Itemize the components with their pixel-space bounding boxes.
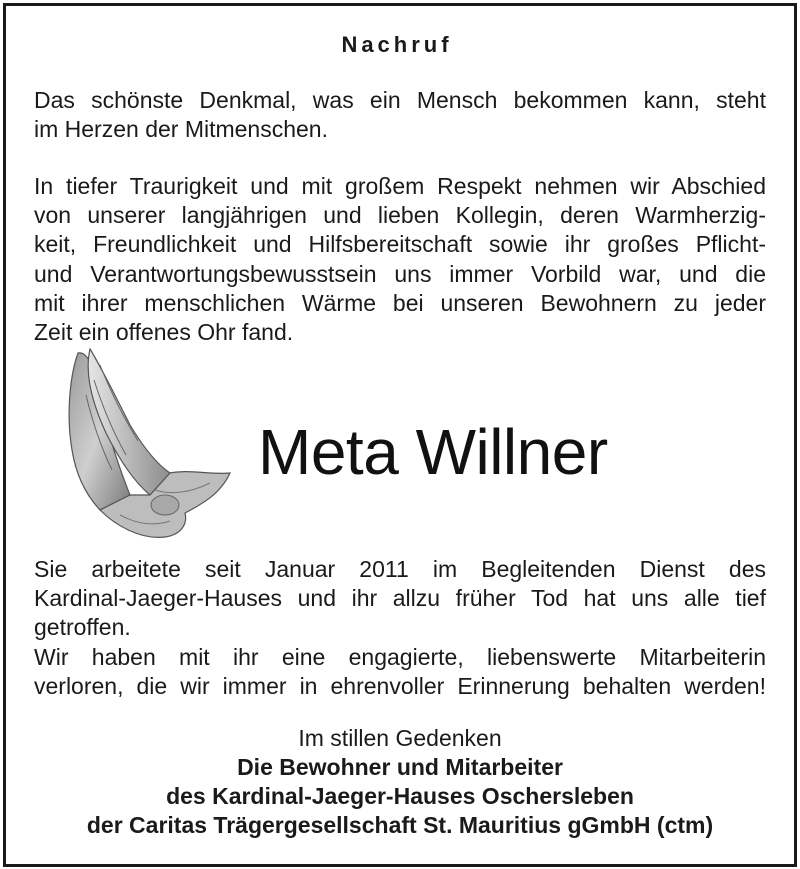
notice-heading: Nachruf [341,32,453,57]
tribute-paragraph [34,172,766,347]
intro-line: im Herzen der Mitmenschen. [34,116,328,143]
intro-paragraph [34,86,766,144]
closing-line: Wir haben mit ihr eine engagierte, liebenswerte Mitarbeiterin [34,643,766,670]
closing-line: getroffen. [34,614,131,641]
signature-house: des Kardinal-Jaeger-Hauses Oschersleben [166,783,634,809]
closing-line: verloren, die wir immer in ehrenvoller Erinnerung behalten werden! [34,672,766,699]
signature-greeting: Im stillen Gedenken [298,725,502,751]
tribute-line: keit, Freundlichkeit und Hilfsbereitschaft sowie ihr großes Pflicht- [34,231,766,258]
closing-paragraph [34,555,766,701]
closing-line: Kardinal-Jaeger-Hauses und ihr allzu früher Tod hat uns alle tief [34,585,766,612]
tribute-line: mit ihrer menschlichen Wärme bei unseren Bewohnern zu jeder [34,289,766,316]
intro-line: Das schönste Denkmal, was ein Mensch bekommen kann, steht [34,87,766,113]
signature-organization: der Caritas Trägergesellschaft St. Mauritius gGmbH (ctm) [86,812,714,838]
closing-line: Sie arbeitete seit Januar 2011 im Begleitenden Dienst des [34,556,766,582]
tribute-line: von unserer langjährigen und lieben Kollegin, deren Warmherzig- [34,202,766,229]
praying-hands-icon [60,345,235,545]
signature-group: Die Bewohner und Mitarbeiter [237,754,563,780]
tribute-line: Zeit ein offenes Ohr fand. [34,319,294,346]
deceased-name: Meta Willner [258,416,608,488]
tribute-line: und Verantwortungsbewusstsein uns immer Vorbild war, und die [34,260,766,287]
tribute-line: In tiefer Traurigkeit und mit großem Respekt nehmen wir Abschied [34,173,766,199]
